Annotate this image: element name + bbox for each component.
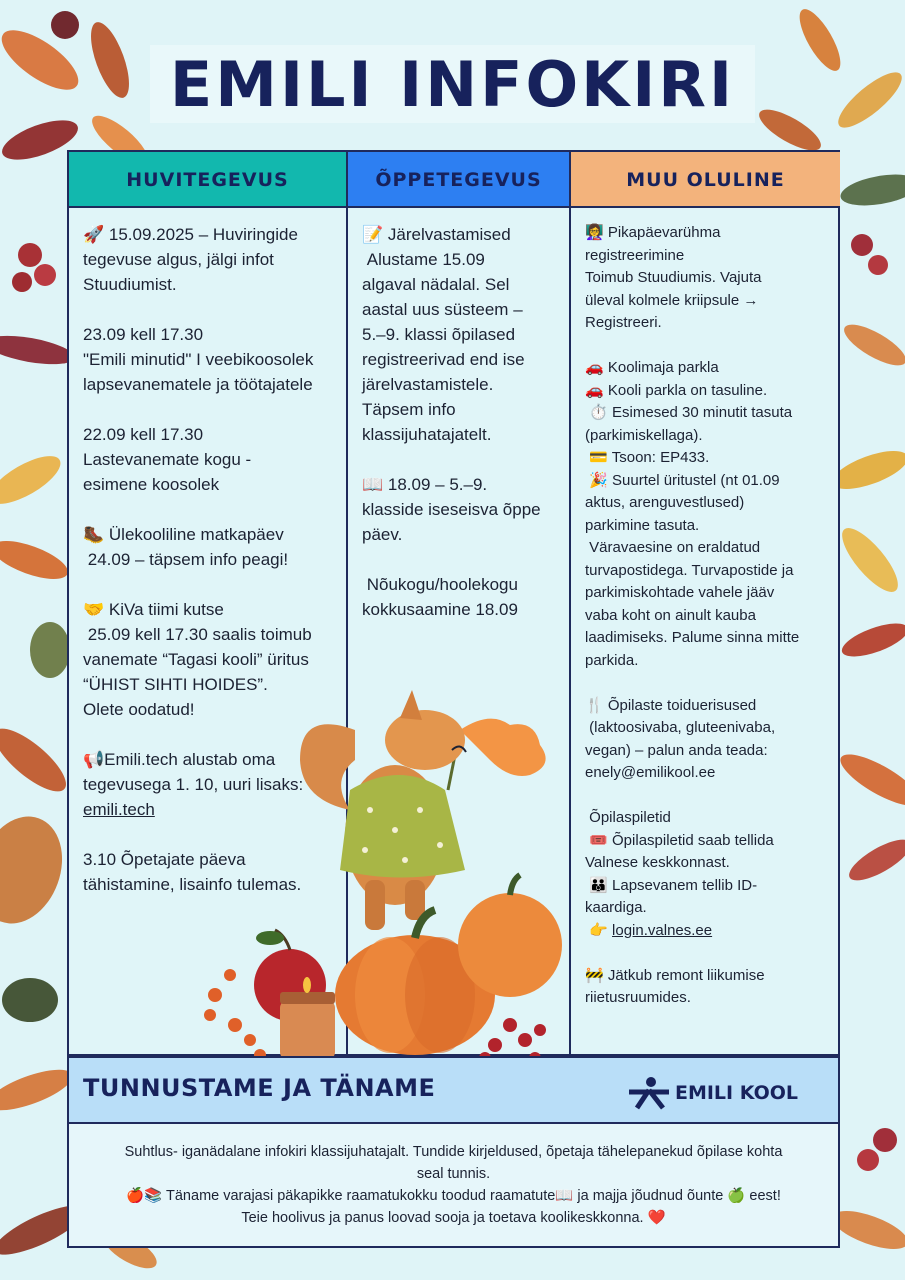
info-paragraph [585,807,826,942]
text-line: 24.09 – täpsem info peagi! [83,550,289,569]
text-line: 25.09 kell 17.30 saalis toimub [83,625,312,644]
text-line: päev. [362,525,403,544]
school-logo [627,1076,798,1110]
text-line: "Emili minutid" I veebikoosolek [83,350,314,369]
thanks-body [67,1124,840,1248]
text-line: Väravaesine on eraldatud [585,539,761,556]
text-line: lapsevanematele ja töötajatele [83,375,313,394]
text-line: (parkimiskellaga). [585,426,703,444]
thanks-line: Teie hoolivus ja panus loovad sooja ja toetava koolikeskkonna. ❤️ [241,1210,666,1226]
text-line: 3.10 Õpetajate päeva [83,850,246,869]
text-line: 👩‍🏫 Pikapäevarühma [585,224,721,241]
text-line: parkimiskohtade vahele jääv [585,584,775,601]
text-line: 🎉 Suurtel üritustel (nt 01.09 [585,471,780,489]
text-line: Lastevanemate kogu - [83,450,252,469]
text-line: (laktoosivaba, gluteenivaba, [585,719,776,736]
text-line: kokkusaamine 18.09 [362,600,518,619]
header-huvitegevus: HUVITEGEVUS [69,152,346,208]
text-line: esimene koosolek [83,475,220,494]
text-line: 👉 login.valnes.ee [585,921,713,939]
thanks-title: TUNNUSTAME JA TÄNAME [83,1074,436,1102]
text-line: 🚀 15.09.2025 – Huviringide [83,225,298,244]
text-line: 🍴 Õpilaste toiduerisused [585,696,757,714]
text-line: parkimine tasuta. [585,516,700,534]
text-line: aastal uus süsteem – [362,300,523,319]
info-paragraph [362,472,555,547]
text-line: vegan) – palun anda teada: [585,741,768,759]
page-title: EMILI INFOKIRI [169,48,736,121]
text-line: registreerivad end ise [362,350,525,369]
squirrel-pumpkin-illustration [190,670,570,1070]
text-line: vanemate “Tagasi kooli” üritus [83,650,309,669]
info-paragraph [585,357,826,672]
text-line: tegevuse algus, jälgi infot [83,250,274,269]
text-line: 💳 Tsoon: EP433. [585,449,710,466]
header-muu-oluline: MUU OLULINE [569,152,840,208]
text-line: Stuudiumist. [83,275,177,294]
text-line: 📖 18.09 – 5.–9. [362,475,488,494]
info-paragraph [585,695,826,785]
thanks-line: seal tunnis. [416,1166,491,1182]
text-line: laadimiseks. Palume sinna mitte [585,629,800,646]
text-line: aktus, arenguvestlused) [585,494,745,511]
text-line: Valnese keskkonnast. [585,854,730,871]
web-link[interactable]: emili.tech [83,800,155,819]
text-line: 🥾 Ülekooliline matkapäev [83,525,284,544]
info-paragraph [83,522,332,572]
info-paragraph [362,572,555,622]
header-oppetegevus: ÕPPETEGEVUS [346,152,569,208]
text-line: 📝 Järelvastamised [362,225,511,244]
text-line: vaba koht on ainult kauba [585,606,756,624]
thanks-header [67,1056,840,1124]
text-line: enely@emilikool.ee [585,764,716,781]
text-line: Olete oodatud! [83,700,195,719]
info-paragraph [362,222,555,447]
text-line: üleval kolmele kriipsule → [585,291,759,309]
info-paragraph [83,422,332,497]
text-line: tähistamine, lisainfo tulemas. [83,875,302,894]
text-line: Täpsem info [362,400,456,419]
text-line: järelvastamistele. [362,375,494,394]
text-line: Nõukogu/hoolekogu [362,575,518,594]
text-line: turvapostidega. Turvapostide ja [585,561,794,579]
text-line: “ÜHIST SIHTI HOIDES”. [83,675,268,694]
info-paragraph [83,322,332,397]
text-line: tegevusega 1. 10, uuri lisaks: [83,775,304,794]
text-line: riietusruumides. [585,989,691,1006]
text-line: parkida. [585,651,639,669]
text-line: registreerimine [585,246,685,264]
logo-text: EMILI KOOL [674,1082,798,1104]
text-line: 23.09 kell 17.30 [83,325,204,344]
text-line: algaval nädalal. Sel [362,275,510,294]
info-paragraph [585,965,826,1010]
text-line: 5.–9. klassi õpilased [362,325,516,344]
text-line: Õpilaspiletid [585,809,671,826]
text-line: 🚧 Jätkub remont liikumise [585,966,765,984]
text-line: 👪 Lapsevanem tellib ID- [585,876,758,894]
thanks-line: Suhtlus- iganädalane infokiri klassijuhatajalt. Tundide kirjeldused, õpetaja tähelepanekud õpilase kohta [124,1144,783,1160]
text-line: 22.09 kell 17.30 [83,425,204,444]
text-line: Toimub Stuudiumis. Vajuta [585,269,762,286]
text-line: ⏱️ Esimesed 30 minutit tasuta [585,404,793,421]
text-line: 🎟️ Õpilaspiletid saab tellida [585,831,774,849]
text-line: 🚗 Kooli parkla on tasuline. [585,381,768,399]
text-line: Alustame 15.09 [362,250,485,269]
text-line: kaardiga. [585,899,647,916]
web-link[interactable]: login.valnes.ee [612,921,713,939]
thanks-line: 🍎📚 Täname varajasi päkapikke raamatukokku toodud raamatute📖 ja majja jõudnud õunte 🍏 eest! [126,1188,781,1204]
emili-logo-icon [627,1076,671,1110]
text-line: klassijuhatajatelt. [362,425,492,444]
column-muu-oluline [571,208,840,1054]
info-paragraph [83,222,332,297]
text-line: klasside iseseisva õppe [362,500,541,519]
text-line: 📢Emili.tech alustab oma [83,750,276,769]
text-line: Registreeri. [585,314,662,331]
text-line: 🤝 KiVa tiimi kutse [83,600,224,619]
info-paragraph [585,222,826,335]
text-line: 🚗 Koolimaja parkla [585,359,719,376]
